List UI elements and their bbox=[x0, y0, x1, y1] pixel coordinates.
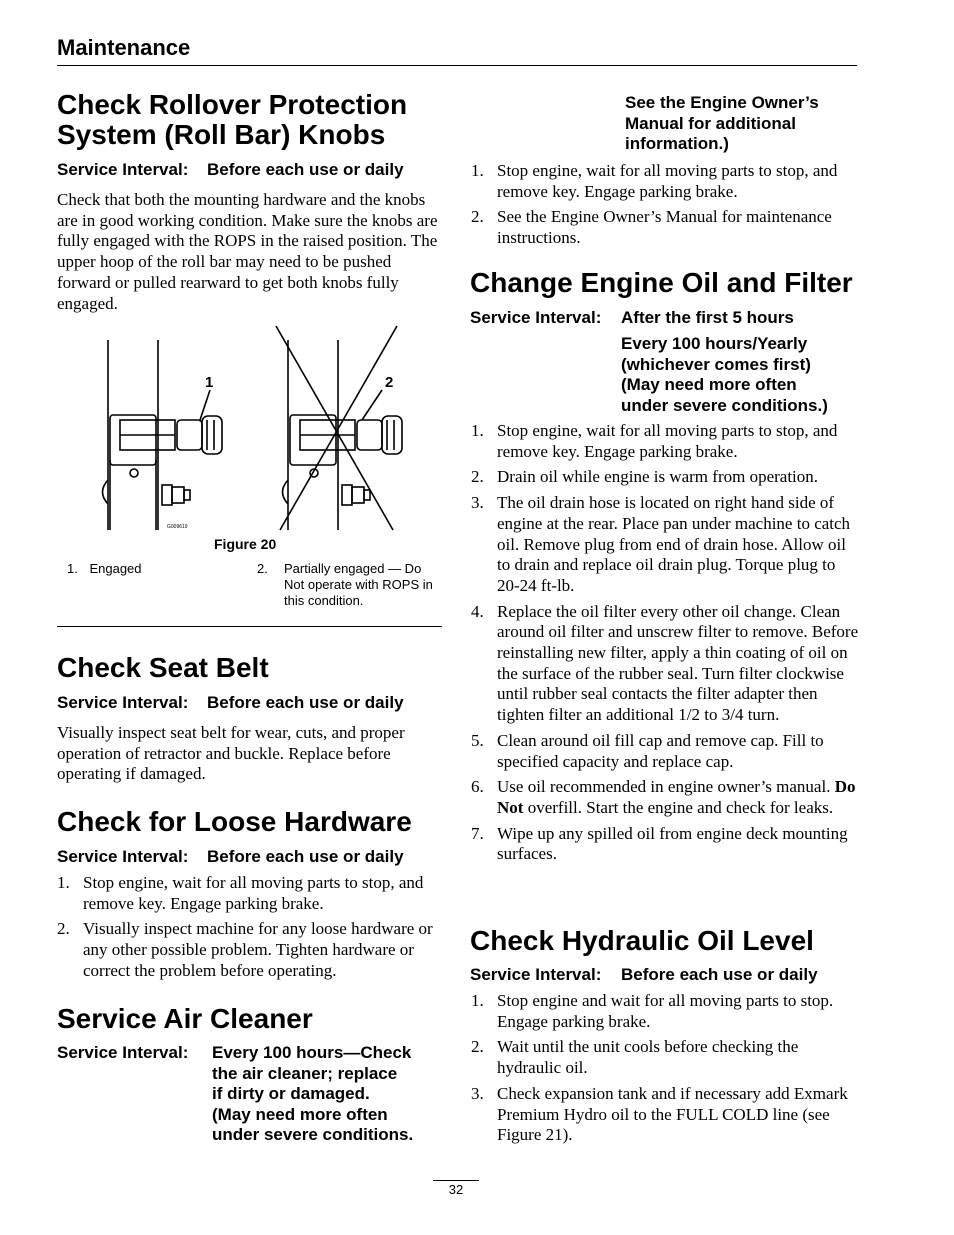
step-text-a: Use oil recommended in engine owner’s manual. bbox=[497, 777, 835, 797]
list-item bbox=[57, 873, 444, 914]
step-number: 2. bbox=[57, 919, 70, 939]
list-item bbox=[57, 919, 444, 981]
si-line: (May need more often bbox=[621, 375, 797, 394]
rops-knob-illustration bbox=[57, 320, 442, 540]
list-item bbox=[471, 731, 859, 772]
page-number: 32 bbox=[448, 1182, 464, 1197]
step-text-b: overfill. Start the engine and check for leaks. bbox=[523, 797, 834, 817]
list-item bbox=[471, 421, 859, 462]
section-header: Maintenance bbox=[57, 35, 191, 60]
step-number: 2. bbox=[471, 207, 484, 227]
note-line: See the Engine Owner’s bbox=[625, 93, 819, 112]
si-line: Every 100 hours/Yearly bbox=[621, 334, 808, 353]
service-interval-label: Service Interval: bbox=[57, 847, 189, 866]
step-number: 3. bbox=[471, 1083, 484, 1103]
list-item bbox=[471, 991, 859, 1032]
step-text: Replace the oil filter every other oil change. Clean around oil filter and unscrew filter to remove. Before reinstalling new filter, apply a thin coating of oil on the surface of the rubber seal. Turn filter clockwise until rubber seal contacts the filter adapter then tighten filter an additional 1/2 to 3/4 turn. bbox=[497, 601, 859, 725]
legend-text: Engaged bbox=[89, 561, 142, 576]
engine-oil-service-interval bbox=[470, 308, 860, 415]
engine-oil-steps bbox=[471, 421, 859, 870]
note-line: Manual for additional bbox=[625, 113, 796, 133]
loose-hardware-service-interval bbox=[57, 847, 404, 867]
step-number: 2. bbox=[471, 1037, 484, 1057]
rops-service-interval bbox=[57, 160, 404, 180]
list-item bbox=[471, 161, 859, 202]
step-number: 3. bbox=[471, 493, 484, 513]
legend-item-1 bbox=[67, 561, 247, 577]
rops-title-line2: System (Roll Bar) Knobs bbox=[57, 119, 386, 150]
step-number: 1. bbox=[471, 421, 484, 440]
step-text: Visually inspect machine for any loose hardware or any other possible problem. Tighten hardware or correct the problem before operating. bbox=[83, 919, 433, 980]
service-interval-value: Before each use or daily bbox=[207, 847, 404, 866]
step-text: Wipe up any spilled oil from engine deck mounting surfaces. bbox=[497, 823, 848, 864]
step-text: Stop engine, wait for all moving parts to stop, and remove key. Engage parking brake. bbox=[83, 873, 424, 913]
service-interval-value: After the first 5 hours bbox=[621, 308, 794, 327]
footer-divider bbox=[433, 1180, 479, 1181]
step-number: 5. bbox=[471, 730, 484, 750]
step-text: Wait until the unit cools before checking the hydraulic oil. bbox=[497, 1037, 799, 1078]
engine-oil-title: Change Engine Oil and Filter bbox=[470, 267, 853, 298]
section-divider bbox=[57, 626, 442, 627]
service-interval-value: Before each use or daily bbox=[621, 965, 818, 984]
air-cleaner-note bbox=[625, 93, 819, 155]
si-line: (whichever comes first) bbox=[621, 354, 811, 374]
seat-belt-body: Visually inspect seat belt for wear, cuts, and proper operation of retractor and buckle. Replace before operating if damaged. bbox=[57, 723, 405, 784]
step-number: 1. bbox=[471, 161, 484, 180]
hydraulic-steps bbox=[471, 991, 859, 1151]
step-number: 1. bbox=[57, 873, 70, 892]
step-text: Check expansion tank and if necessary add Exmark Premium Hydro oil to the FULL COLD line (see Figure 21). bbox=[497, 1083, 848, 1145]
step-number: 4. bbox=[471, 601, 484, 621]
service-interval-label: Service Interval: bbox=[57, 1043, 189, 1062]
step-number: 2. bbox=[471, 467, 484, 487]
callout-2: 2 bbox=[385, 374, 394, 391]
rops-title bbox=[57, 90, 407, 150]
air-cleaner-steps bbox=[471, 161, 859, 254]
step-text: Clean around oil fill cap and remove cap. Fill to specified capacity and replace cap. bbox=[497, 730, 824, 771]
list-item bbox=[471, 602, 859, 726]
service-interval-label: Service Interval: bbox=[470, 965, 602, 984]
rops-title-line1: Check Rollover Protection bbox=[57, 89, 408, 120]
loose-hardware-steps bbox=[57, 873, 444, 987]
si-line: under severe conditions.) bbox=[621, 395, 828, 415]
service-interval-label: Service Interval: bbox=[57, 693, 189, 712]
seat-belt-service-interval bbox=[57, 693, 404, 713]
hydraulic-service-interval bbox=[470, 965, 818, 985]
figure-20 bbox=[57, 320, 442, 610]
list-item bbox=[471, 207, 859, 248]
step-number: 1. bbox=[471, 991, 484, 1010]
si-line: under severe conditions. bbox=[212, 1125, 414, 1144]
note-line: information.) bbox=[625, 134, 729, 153]
si-line: the air cleaner; replace bbox=[212, 1063, 398, 1083]
seat-belt-title: Check Seat Belt bbox=[57, 652, 269, 683]
service-interval-value: Before each use or daily bbox=[207, 693, 404, 712]
header-divider bbox=[57, 65, 857, 66]
si-line: Every 100 hours—Check bbox=[212, 1043, 412, 1062]
figure-code: G009619 bbox=[167, 524, 188, 530]
si-line: (May need more often bbox=[212, 1104, 388, 1124]
list-item bbox=[471, 1037, 859, 1078]
figure-caption: Figure 20 bbox=[214, 536, 277, 552]
step-text: Stop engine and wait for all moving parts to stop. Engage parking brake. bbox=[497, 991, 834, 1031]
legend-num: 1. bbox=[67, 561, 78, 576]
step-text: The oil drain hose is located on right hand side of engine at the rear. Place pan under machine to catch oil. Remove plug from end of drain hose. Allow oil to drain and replace oil drain plug. Torque plug to 20-24 ft-lb. bbox=[497, 493, 851, 595]
legend-num: 2. bbox=[257, 561, 268, 576]
step-text: See the Engine Owner’s Manual for maintenance instructions. bbox=[497, 207, 832, 248]
service-interval-extra bbox=[621, 334, 828, 416]
service-interval-value: Before each use or daily bbox=[207, 160, 404, 179]
service-interval-label: Service Interval: bbox=[57, 160, 189, 179]
list-item bbox=[471, 493, 859, 597]
service-interval-label: Service Interval: bbox=[470, 308, 602, 327]
step-text: Stop engine, wait for all moving parts to stop, and remove key. Engage parking brake. bbox=[497, 161, 838, 201]
list-item bbox=[471, 1084, 859, 1146]
service-interval-value bbox=[212, 1043, 413, 1146]
step-text: Drain oil while engine is warm from operation. bbox=[497, 467, 819, 487]
list-item bbox=[471, 467, 859, 488]
list-item bbox=[471, 824, 859, 865]
legend-item-2 bbox=[257, 561, 437, 609]
hydraulic-title: Check Hydraulic Oil Level bbox=[470, 925, 814, 956]
list-item bbox=[471, 777, 859, 818]
step-text: Stop engine, wait for all moving parts to stop, and remove key. Engage parking brake. bbox=[497, 421, 838, 461]
air-cleaner-title: Service Air Cleaner bbox=[57, 1003, 313, 1034]
legend-text: Partially engaged — Do Not operate with ROPS in this condition. bbox=[284, 561, 433, 608]
step-number: 7. bbox=[471, 823, 484, 843]
step-text-bold: Do Not bbox=[497, 777, 856, 817]
rops-body: Check that both the mounting hardware and the knobs are in good working condition. Make sure the knobs are fully engaged with the ROPS in the raised position. The upper hoop of the roll bar may need to be pushed forward or pulled rearward to get both knobs fully engaged. bbox=[57, 190, 438, 313]
callout-1: 1 bbox=[205, 374, 214, 391]
step-number: 6. bbox=[471, 777, 484, 797]
loose-hardware-title: Check for Loose Hardware bbox=[57, 806, 412, 837]
air-cleaner-service-interval bbox=[57, 1043, 447, 1144]
si-line: if dirty or damaged. bbox=[212, 1084, 370, 1103]
